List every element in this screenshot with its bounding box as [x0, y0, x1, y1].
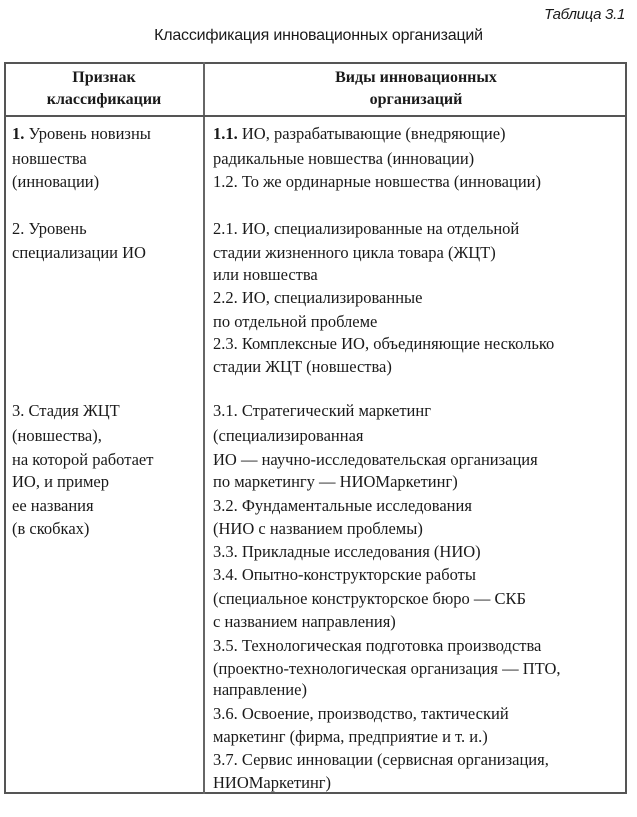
header-types-line2: организаций: [369, 91, 463, 108]
row3-criterion-line: ИО, и пример: [12, 472, 109, 491]
type-2-1-cont: или новшества: [213, 265, 318, 284]
type-2-1: [213, 219, 519, 239]
type-number: 3.6.: [213, 704, 238, 723]
type-text: Стратегический маркетинг: [241, 401, 431, 420]
row3-criterion-text: Стадия ЖЦТ: [28, 401, 120, 420]
type-1-2: [213, 172, 541, 192]
type-3-6-cont: маркетинг (фирма, предприятие и т. и.): [213, 727, 488, 746]
type-3-4: [213, 565, 476, 585]
type-3-1: [213, 401, 431, 421]
type-number: 2.2.: [213, 288, 238, 307]
type-number: 2.3.: [213, 334, 238, 353]
row1-criterion-line: (инновации): [12, 172, 100, 191]
type-text: ИО, специализированные: [241, 288, 423, 307]
type-number: 3.7.: [213, 750, 238, 769]
type-number: 2.1.: [213, 219, 238, 238]
type-text: Фундаментальные исследования: [241, 496, 472, 515]
type-2-1-cont: стадии жизненного цикла товара (ЖЦТ): [213, 243, 496, 262]
type-3-5-cont: направление): [213, 680, 307, 699]
header-types: [205, 67, 627, 111]
row2-criterion-number: 2.: [12, 219, 25, 238]
type-2-3-cont: стадии ЖЦТ (новшества): [213, 357, 392, 376]
row3-criterion-line: (в скобках): [12, 519, 90, 538]
type-text: ИО, специализированные на отдельной: [241, 219, 520, 238]
header-types-line1: Виды инновационных: [335, 69, 497, 86]
type-2-2-cont: по отдельной проблеме: [213, 312, 378, 331]
row1-criterion-line: [12, 124, 151, 144]
type-1-1: [213, 124, 506, 144]
type-3-4-cont: с названием направления): [213, 612, 396, 631]
type-1-1-cont: радикальные новшества (инновации): [213, 149, 475, 168]
type-3-2-cont: (НИО с названием проблемы): [213, 519, 423, 538]
row3-criterion-line: (новшества),: [12, 426, 102, 445]
type-text: Освоение, производство, тактический: [241, 704, 509, 723]
type-3-3: [213, 542, 481, 562]
type-3-4-cont: (специальное конструкторское бюро — СКБ: [213, 589, 527, 608]
type-number: 1.2.: [213, 172, 238, 191]
type-2-3: [213, 334, 554, 354]
row3-criterion-line: ее названия: [12, 496, 94, 515]
type-3-7: [213, 750, 549, 770]
row1-criterion-text: Уровень новизны: [28, 124, 151, 143]
type-text: ИО, разрабатывающие (внедряющие): [241, 124, 506, 143]
row2-criterion-line: [12, 219, 87, 239]
type-text: Сервис инновации (сервисная организация,: [241, 750, 549, 769]
type-number: 3.2.: [213, 496, 238, 515]
table-number: Таблица 3.1: [544, 6, 625, 23]
type-3-5-cont: (проектно-технологическая организация — ПТО,: [213, 659, 561, 678]
type-3-1-cont: по маркетингу — НИОМаркетинг): [213, 472, 458, 491]
header-criterion-line1: Признак: [72, 69, 136, 86]
row3-criterion-line: на которой работает: [12, 450, 154, 469]
column-divider: [203, 62, 205, 794]
type-number: 3.5.: [213, 636, 238, 655]
table-title: Классификация инновационных организаций: [154, 27, 483, 44]
type-3-1-cont: (специализированная: [213, 426, 364, 445]
type-text: Опытно-конструкторские работы: [241, 565, 476, 584]
type-number: 3.3.: [213, 542, 238, 561]
type-number: 3.1.: [213, 401, 238, 420]
type-3-6: [213, 704, 509, 724]
row1-criterion-number: 1.: [12, 124, 25, 143]
row2-criterion-line: специализации ИО: [12, 243, 146, 262]
type-text: Прикладные исследования (НИО): [241, 542, 481, 561]
header-criterion: [4, 67, 204, 111]
type-text: Комплексные ИО, объединяющие несколько: [241, 334, 555, 353]
header-divider: [4, 115, 627, 117]
row3-criterion-line: [12, 401, 120, 421]
row1-criterion-line: новшества: [12, 149, 87, 168]
type-3-2: [213, 496, 472, 516]
row2-criterion-text: Уровень: [28, 219, 87, 238]
type-number: 1.1.: [213, 124, 238, 143]
type-text: Технологическая подготовка производства: [241, 636, 542, 655]
row3-criterion-number: 3.: [12, 401, 25, 420]
header-criterion-line2: классификации: [46, 91, 162, 108]
type-text: То же ординарные новшества (инновации): [241, 172, 541, 191]
type-3-1-cont: ИО — научно-исследовательская организация: [213, 450, 538, 469]
type-3-5: [213, 636, 541, 656]
type-2-2: [213, 288, 422, 308]
type-3-7-cont: НИОМаркетинг): [213, 773, 332, 792]
type-number: 3.4.: [213, 565, 238, 584]
